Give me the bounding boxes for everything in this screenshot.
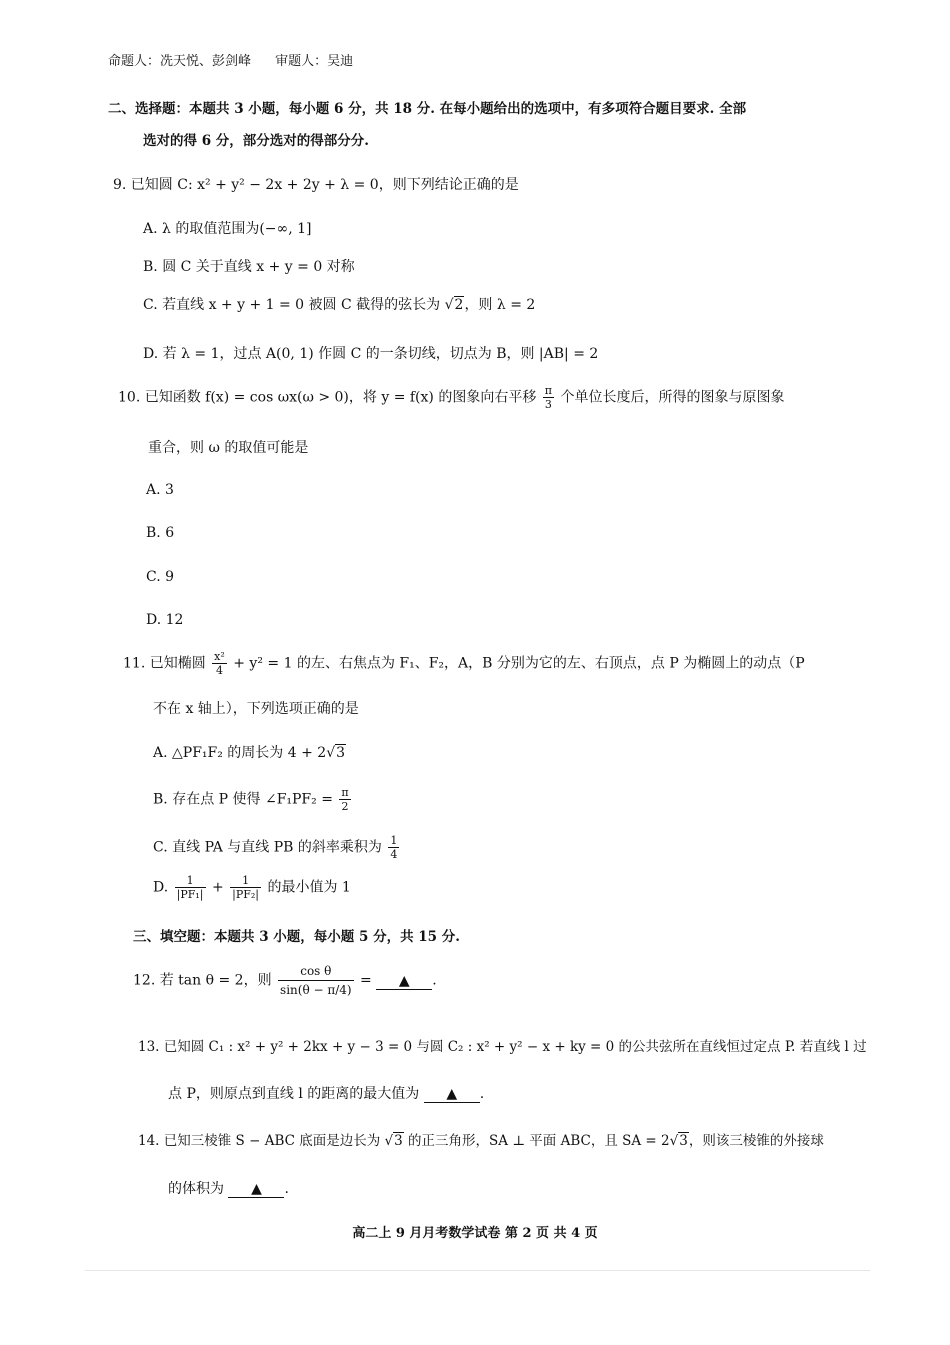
q11-d-fraction1 <box>175 874 206 901</box>
q10-option-d: D. 12 <box>146 612 184 628</box>
q12-text: 12. 若 tan θ = 2，则 <box>133 972 272 989</box>
q11-a-text: A. △PF₁F₂ 的周长为 4 + 2 <box>153 745 327 761</box>
q11-c-text: C. 直线 PA 与直线 PB 的斜率乘积为 <box>153 839 382 856</box>
authors-text: 命题人：冼天悦、彭剑峰 <box>108 54 252 69</box>
q14-line2 <box>168 1178 289 1198</box>
q12-den: sin(θ − π/4) <box>280 983 352 997</box>
q11-frac-num: x² <box>214 650 225 663</box>
q11-option-c <box>153 834 401 861</box>
q12-eq: = <box>360 972 372 989</box>
q11-d-fraction2 <box>230 874 261 901</box>
bottom-divider <box>85 1270 870 1271</box>
q9-option-d: D. 若 λ = 1，过点 A(0, 1) 作圆 C 的一条切线，切点为 B，则 |AB| = 2 <box>143 346 599 362</box>
q11-c-num: 1 <box>390 834 398 847</box>
q11-option-a: A. △PF₁F₂ 的周长为 4 + 2√3 <box>153 745 346 761</box>
q10-fraction <box>543 384 554 411</box>
q10-frac-num: π <box>544 384 553 397</box>
q9-c-root: 2 <box>454 297 464 313</box>
q14-text: 14. 已知三棱锥 S − ABC 底面是边长为 <box>138 1133 385 1149</box>
q11-d-den1: |PF₁| <box>176 888 204 901</box>
reviewer-text: 审题人：吴迪 <box>275 54 354 69</box>
q10-stem-line2: 重合，则 ω 的取值可能是 <box>148 440 309 456</box>
q9-option-b: B. 圆 C 关于直线 x + y = 0 对称 <box>143 259 355 275</box>
q11-a-root: 3 <box>336 745 346 761</box>
q11-fraction <box>212 650 227 677</box>
q10-stem-tail: 个单位长度后，所得的图象与原图象 <box>560 389 785 406</box>
q11-stem-text: 11. 已知椭圆 <box>123 655 206 672</box>
section2-title-line2: 选对的得 6 分，部分选对的得部分分. <box>143 133 369 149</box>
q14-root1: 3 <box>394 1133 403 1149</box>
q9-c-tail: ，则 λ = 2 <box>464 297 536 313</box>
q11-b-num: π <box>341 786 349 799</box>
q11-frac-den: 4 <box>215 664 223 677</box>
q10-option-a: A. 3 <box>146 482 174 498</box>
section2-title-line1: 二、选择题：本题共 3 小题，每小题 6 分，共 18 分. 在每小题给出的选项中，有多项符合题目要求. 全部 <box>108 101 747 117</box>
q13-line2 <box>168 1083 484 1103</box>
q11-b-den: 2 <box>341 800 349 813</box>
q11-option-b <box>153 786 353 813</box>
q11-d-num2: 1 <box>230 874 261 888</box>
q14-answer-blank: ▲ <box>228 1181 284 1198</box>
q11-b-fraction <box>339 786 350 813</box>
q11-c-den: 4 <box>390 848 398 861</box>
q12-answer-blank: ▲ <box>376 973 432 990</box>
q14-period: . <box>284 1181 289 1197</box>
q10-option-c: C. 9 <box>146 569 175 585</box>
q11-stem-tail: + y² = 1 的左、右焦点为 F₁、F₂，A，B 分别为它的左、右顶点，点 P 为椭圆上的动点（P <box>233 655 805 672</box>
q12-fraction <box>278 962 354 999</box>
q13-answer-blank: ▲ <box>424 1086 480 1103</box>
q13-text: 点 P，则原点到直线 l 的距离的最大值为 <box>168 1086 420 1102</box>
q9-stem: 9. 已知圆 C: x² + y² − 2x + 2y + λ = 0，则下列结论正确的是 <box>113 177 519 193</box>
q11-d-label: D. <box>153 879 169 896</box>
q11-c-fraction <box>388 834 399 861</box>
q10-stem <box>118 384 784 411</box>
page-footer: 高二上 9 月月考数学试卷 第 2 页 共 4 页 <box>352 1226 598 1241</box>
q14-line2-text: 的体积为 <box>168 1181 224 1197</box>
q13-line1: 13. 已知圆 C₁ : x² + y² + 2kx + y − 3 = 0 与圆 C₂ : x² + y² − x + ky = 0 的公共弦所在直线恒过定点 P. 若直线 l 过 <box>138 1039 867 1055</box>
q9-option-c: C. 若直线 x + y + 1 = 0 被圆 C 截得的弦长为 √2，则 λ = 2 <box>143 297 536 313</box>
q12-num: cos θ <box>278 962 354 981</box>
q11-stem <box>123 650 805 677</box>
q12-line <box>133 962 437 999</box>
q11-stem-line2: 不在 x 轴上），下列选项正确的是 <box>153 701 359 717</box>
q11-d-num1: 1 <box>175 874 206 888</box>
q14-line1: 14. 已知三棱锥 S − ABC 底面是边长为 √3 的正三角形，SA ⊥ 平面 ABC，且 SA = 2√3，则该三棱锥的外接球 <box>138 1133 824 1149</box>
q13-period: . <box>479 1086 485 1102</box>
section3-title: 三、填空题：本题共 3 小题，每小题 5 分，共 15 分. <box>133 929 460 945</box>
q9-option-a: A. λ 的取值范围为(−∞, 1] <box>143 221 312 237</box>
q11-b-text: B. 存在点 P 使得 ∠F₁PF₂ = <box>153 791 333 808</box>
header-authors <box>108 50 353 69</box>
q11-option-d <box>153 874 351 901</box>
q14-text-tail: ，则该三棱锥的外接球 <box>688 1133 824 1149</box>
q11-d-tail: 的最小值为 1 <box>267 879 351 896</box>
q9-c-text: C. 若直线 x + y + 1 = 0 被圆 C 截得的弦长为 <box>143 297 445 313</box>
q10-frac-den: 3 <box>544 398 552 411</box>
q14-root2: 3 <box>679 1133 688 1149</box>
q10-option-b: B. 6 <box>146 525 175 541</box>
q10-stem-text: 10. 已知函数 f(x) = cos ωx(ω > 0)，将 y = f(x) 的图象向右平移 <box>118 389 537 406</box>
q11-d-plus: + <box>211 879 224 896</box>
q14-text-mid: 的正三角形，SA ⊥ 平面 ABC，且 SA = 2 <box>403 1133 670 1149</box>
q12-period: . <box>432 972 437 989</box>
q11-d-den2: |PF₂| <box>232 888 259 901</box>
